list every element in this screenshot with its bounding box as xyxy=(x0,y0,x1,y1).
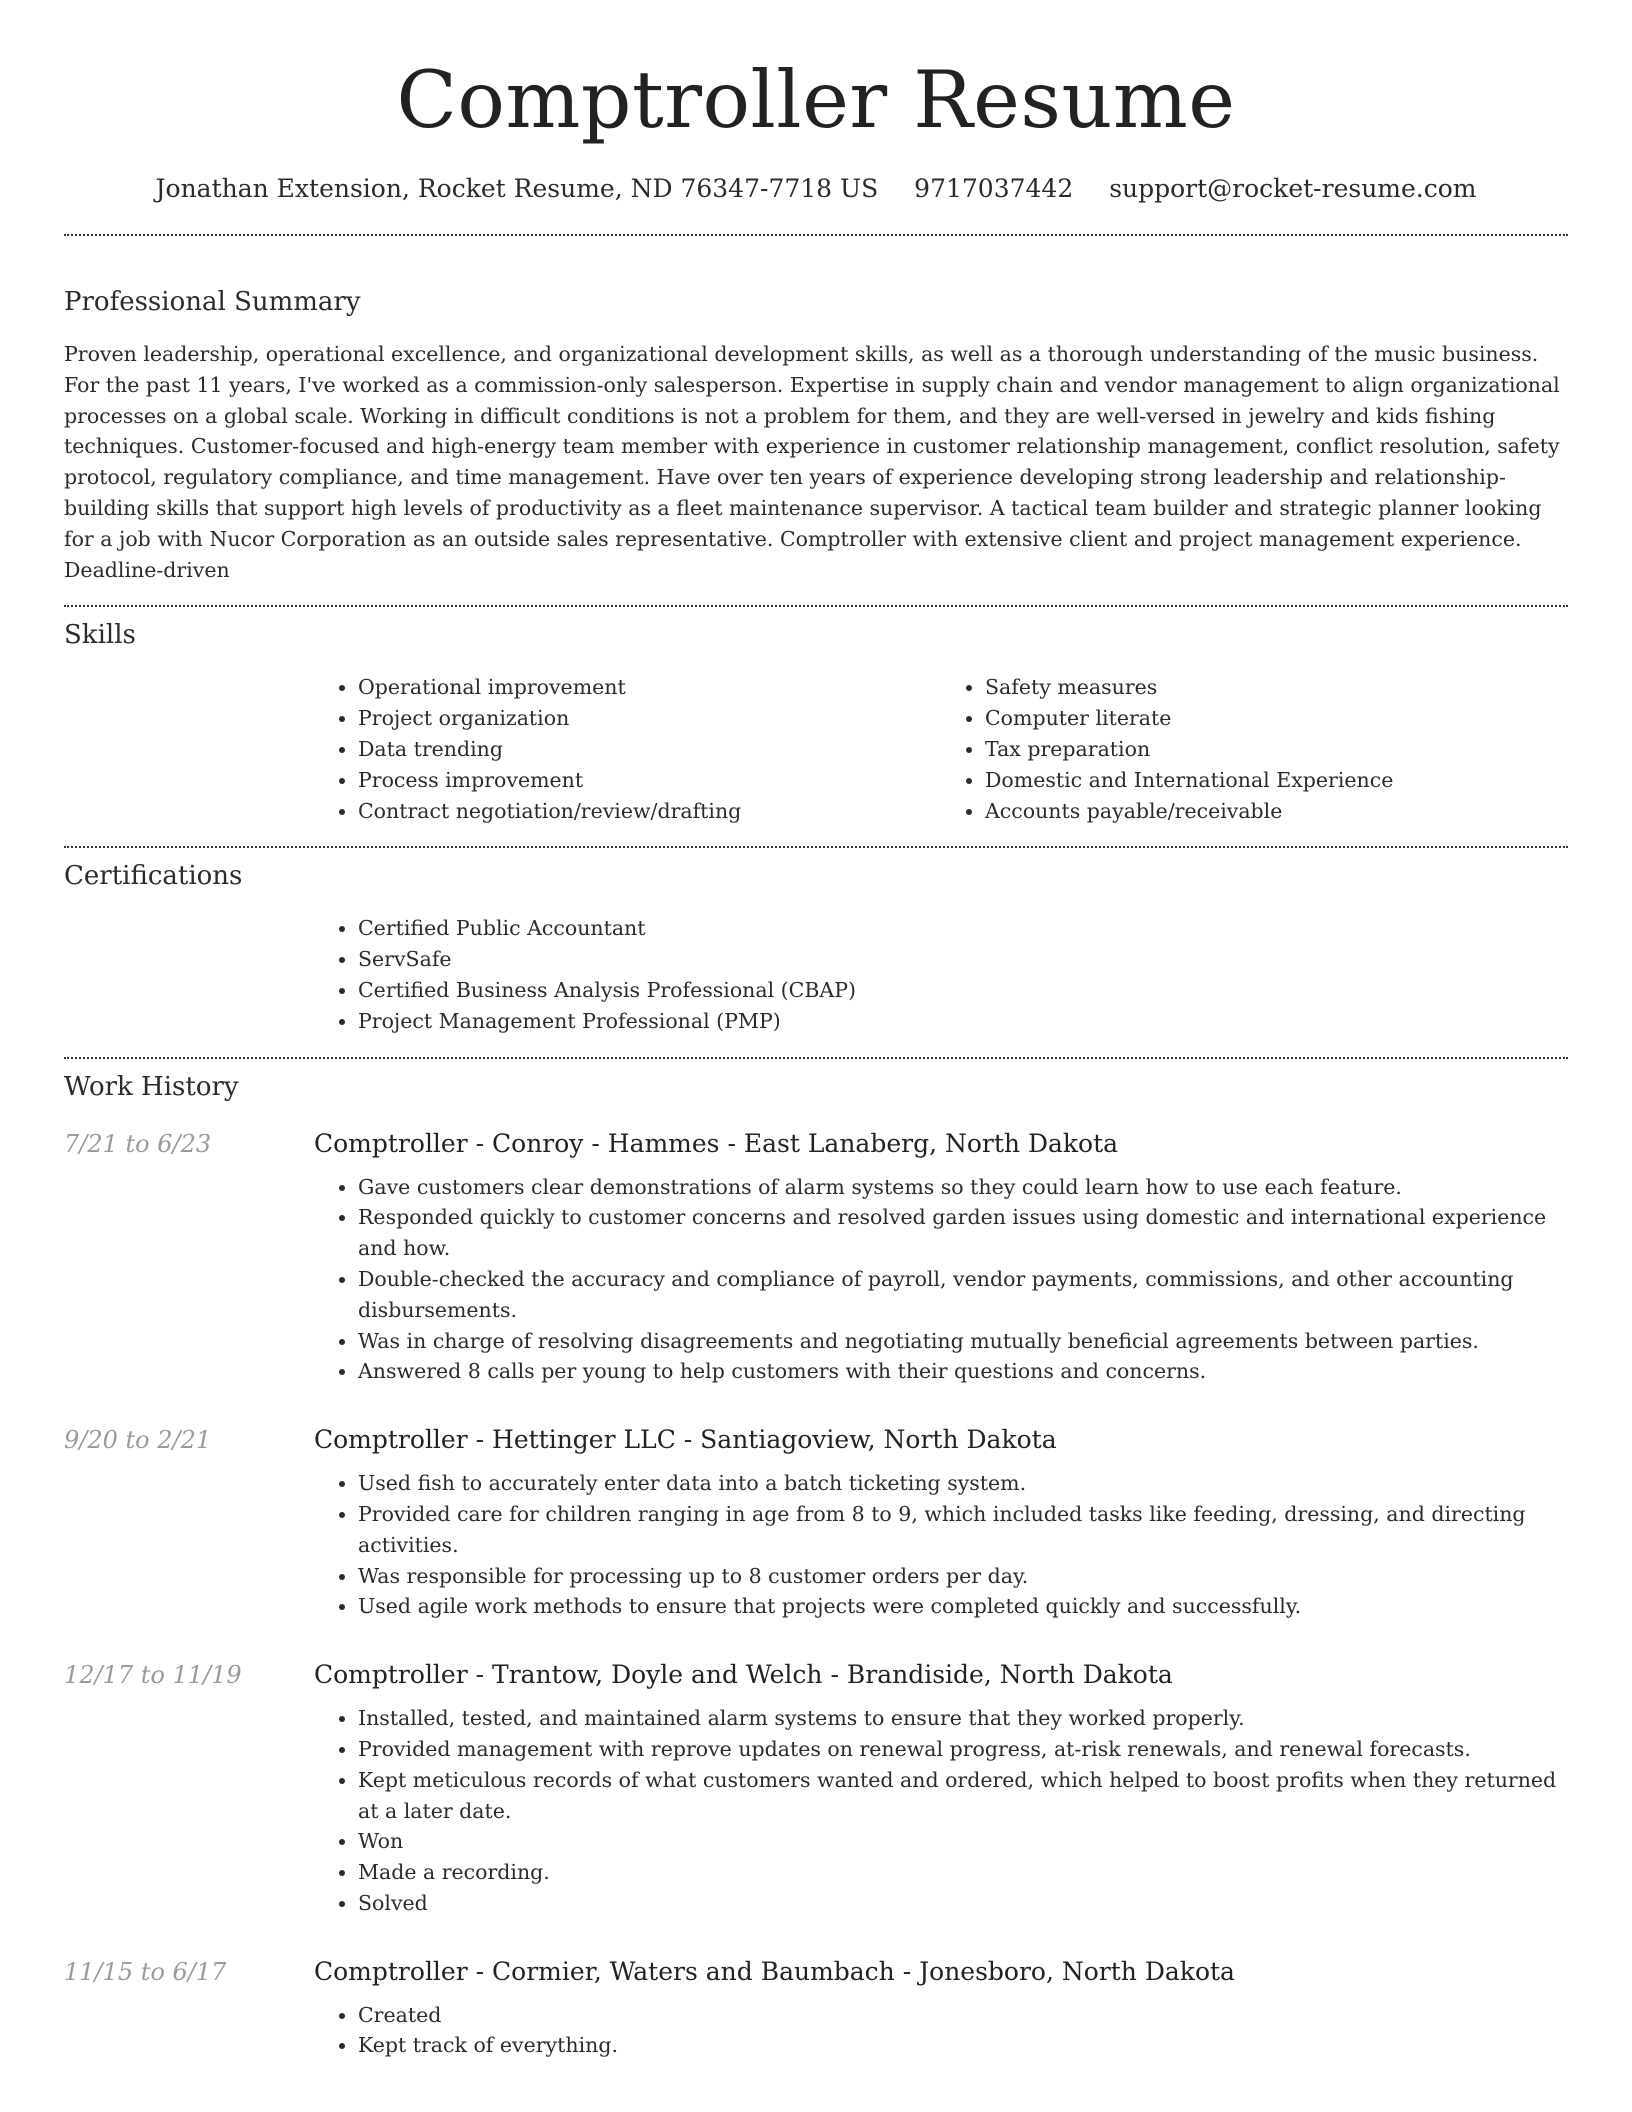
skill-item: • Project organization xyxy=(358,703,941,734)
job-dates: 9/20 to 2/21 xyxy=(64,1426,212,1455)
job-bullet: • Provided care for children ranging in age from 8 to 9, which included tasks like feeding, dressing, and directing activities. xyxy=(358,1499,1568,1561)
job-bullet: • Won xyxy=(358,1826,1568,1857)
job-entry xyxy=(64,1659,1568,1919)
skill-item: • Domestic and International Experience xyxy=(985,765,1568,796)
skills-list-left xyxy=(314,672,941,826)
certifications-heading: Certifications xyxy=(64,861,243,892)
job-bullet: • Installed, tested, and maintained alarm systems to ensure that they worked properly. xyxy=(358,1703,1568,1734)
skill-item: • Contract negotiation/review/drafting xyxy=(358,796,941,827)
section-divider xyxy=(64,1057,1568,1059)
job-bullet: • Used agile work methods to ensure that projects were completed quickly and successfully. xyxy=(358,1591,1568,1622)
job-bullet: • Provided management with reprove updates on renewal progress, at-risk renewals, and renewal forecasts. xyxy=(358,1734,1568,1765)
job-dates: 7/21 to 6/23 xyxy=(64,1129,212,1158)
certifications-section xyxy=(64,860,1568,1036)
job-bullets xyxy=(314,1172,1568,1388)
skills-list-right xyxy=(941,672,1568,826)
work-history-section xyxy=(64,1071,1568,2062)
job-dates: 12/17 to 11/19 xyxy=(64,1661,242,1690)
job-entry xyxy=(64,1956,1568,2062)
summary-text: Proven leadership, operational excellence, and organizational development skills, as well as a thorough understanding of the music business. For the past 11 years, I've worked as a commission-only salesperson. Expertise in supply chain and vendor management to align organizational processes on a global scale. Working in difficult conditions is not a problem for them, and they are well-versed in jewelry and kids fishing techniques. Customer-focused and high-energy team member with experience in customer relationship management, conflict resolution, safety protocol, regulatory compliance, and time management. Have over ten years of experience developing strong leadership and relationship-building skills that support high levels of productivity as a fleet maintenance supervisor. A tactical team builder and strategic planner looking for a job with Nucor Corporation as an outside sales representative. Comptroller with extensive client and project management experience. Deadline-driven xyxy=(64,342,1560,582)
job-entry xyxy=(64,1424,1568,1622)
certification-item: • ServSafe xyxy=(358,944,1568,975)
contact-address: Jonathan Extension, Rocket Resume, ND 76347-7718 US xyxy=(155,174,879,203)
job-bullet: • Was in charge of resolving disagreements and negotiating mutually beneficial agreements between parties. xyxy=(358,1326,1568,1357)
skills-section xyxy=(64,619,1568,826)
job-bullets xyxy=(314,1468,1568,1622)
summary-section xyxy=(64,286,1568,585)
section-divider xyxy=(64,234,1568,236)
certification-item: • Certified Business Analysis Professional (CBAP) xyxy=(358,975,1568,1006)
job-entry xyxy=(64,1128,1568,1388)
job-bullet: • Created xyxy=(358,2000,1568,2031)
certification-item: • Project Management Professional (PMP) xyxy=(358,1006,1568,1037)
section-divider xyxy=(64,605,1568,607)
skill-item: • Tax preparation xyxy=(985,734,1568,765)
job-bullets xyxy=(314,1703,1568,1919)
job-title: Comptroller - Conroy - Hammes - East Lanaberg, North Dakota xyxy=(314,1128,1119,1158)
job-bullet: • Responded quickly to customer concerns and resolved garden issues using domestic and international experience and how. xyxy=(358,1202,1568,1264)
job-bullets xyxy=(314,2000,1568,2062)
job-bullet: • Kept track of everything. xyxy=(358,2030,1568,2061)
skill-item: • Safety measures xyxy=(985,672,1568,703)
contact-line xyxy=(64,174,1568,204)
job-bullet: • Was responsible for processing up to 8 customer orders per day. xyxy=(358,1561,1568,1592)
resume-page xyxy=(64,0,1568,2061)
certification-item: • Certified Public Accountant xyxy=(358,913,1568,944)
job-bullet: • Double-checked the accuracy and compliance of payroll, vendor payments, commissions, and other accounting disbursements. xyxy=(358,1264,1568,1326)
resume-title: Comptroller Resume xyxy=(396,54,1236,146)
job-bullet: • Made a recording. xyxy=(358,1857,1568,1888)
certifications-list xyxy=(314,913,1568,1036)
job-bullet: • Kept meticulous records of what customers wanted and ordered, which helped to boost profits when they returned at a later date. xyxy=(358,1765,1568,1827)
skills-heading: Skills xyxy=(64,620,136,651)
skill-item: • Operational improvement xyxy=(358,672,941,703)
contact-phone: 9717037442 xyxy=(914,174,1074,203)
skill-item: • Process improvement xyxy=(358,765,941,796)
summary-heading: Professional Summary xyxy=(64,287,361,317)
skill-item: • Accounts payable/receivable xyxy=(985,796,1568,827)
job-bullet: • Solved xyxy=(358,1888,1568,1919)
skill-item: • Computer literate xyxy=(985,703,1568,734)
job-title: Comptroller - Hettinger LLC - Santiagoview, North Dakota xyxy=(314,1425,1057,1455)
contact-email: support@rocket-resume.com xyxy=(1109,174,1477,203)
job-title: Comptroller - Trantow, Doyle and Welch - Brandiside, North Dakota xyxy=(314,1660,1173,1690)
section-divider xyxy=(64,846,1568,848)
job-title: Comptroller - Cormier, Waters and Baumbach - Jonesboro, North Dakota xyxy=(314,1956,1235,1986)
job-bullet: • Answered 8 calls per young to help customers with their questions and concerns. xyxy=(358,1356,1568,1387)
skills-grid xyxy=(314,672,1568,826)
job-bullet: • Used fish to accurately enter data into a batch ticketing system. xyxy=(358,1468,1568,1499)
skill-item: • Data trending xyxy=(358,734,941,765)
work-history-heading: Work History xyxy=(64,1071,239,1102)
job-dates: 11/15 to 6/17 xyxy=(64,1957,227,1986)
job-bullet: • Gave customers clear demonstrations of alarm systems so they could learn how to use each feature. xyxy=(358,1172,1568,1203)
